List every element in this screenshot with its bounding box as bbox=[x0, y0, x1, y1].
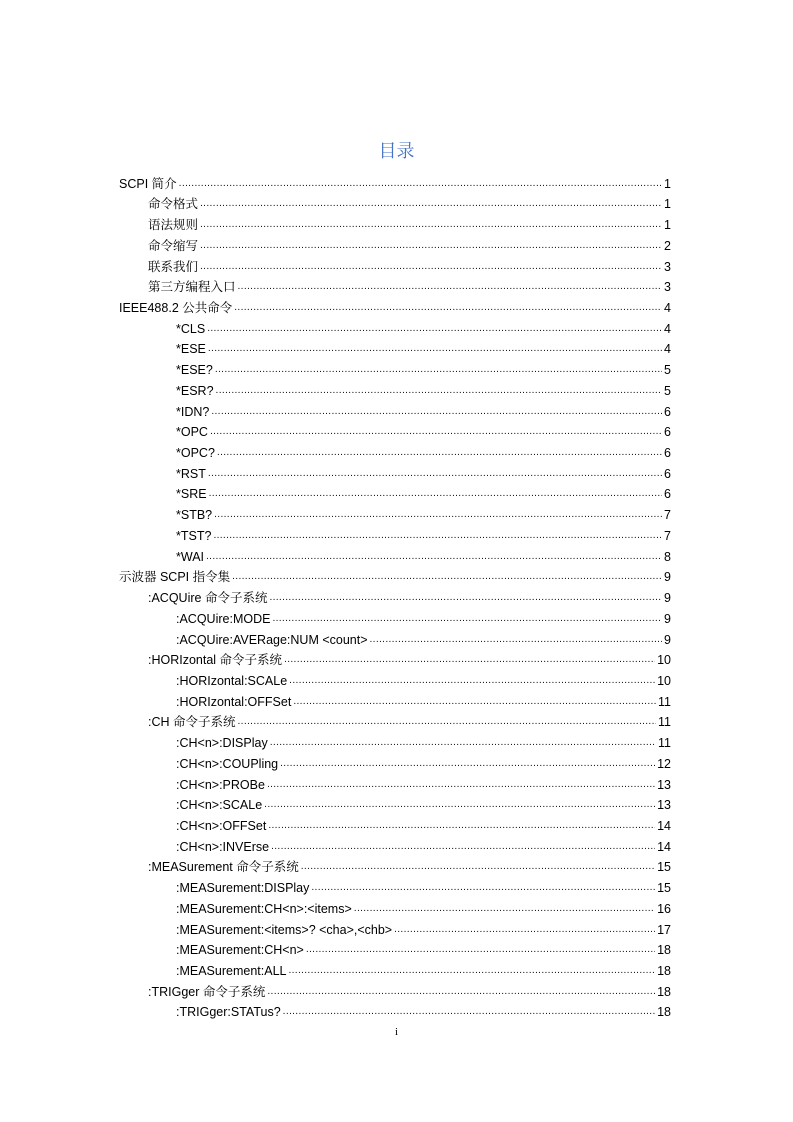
toc-entry[interactable] bbox=[148, 212, 671, 233]
toc-entry[interactable] bbox=[176, 606, 671, 627]
toc-entry-label: *ESR? bbox=[176, 383, 214, 398]
toc-entry-page: 8 bbox=[664, 549, 671, 564]
toc-entry[interactable] bbox=[176, 875, 671, 896]
toc-leader-dots bbox=[264, 797, 655, 813]
toc-entry[interactable] bbox=[176, 627, 671, 648]
toc-entry-label: IEEE488.2 公共命令 bbox=[119, 301, 233, 315]
toc-entry-page: 17 bbox=[657, 922, 671, 937]
toc-entry-label: SCPI 简介 bbox=[119, 176, 177, 191]
toc-entry[interactable] bbox=[119, 171, 671, 192]
toc-entry-page: 16 bbox=[657, 901, 671, 916]
toc-leader-dots bbox=[206, 549, 662, 565]
toc-leader-dots bbox=[283, 1004, 655, 1020]
toc-leader-dots bbox=[211, 404, 662, 420]
toc-leader-dots bbox=[179, 176, 662, 192]
toc-entry-label: *OPC? bbox=[176, 446, 215, 461]
toc-entry-label: :MEASurement:DISPlay bbox=[176, 881, 310, 896]
toc-entry[interactable] bbox=[176, 689, 671, 710]
toc-entry[interactable] bbox=[176, 668, 671, 689]
toc-entry-page: 14 bbox=[657, 819, 671, 833]
toc-entry-label: *OPC bbox=[176, 425, 208, 440]
toc-entry[interactable] bbox=[176, 834, 671, 855]
toc-entry-label: :HORIzontal:SCALe bbox=[176, 673, 288, 688]
toc-entry-page: 4 bbox=[664, 321, 671, 336]
toc-entry-page: 6 bbox=[664, 487, 671, 502]
toc-entry-label: :TRIGger 命令子系统 bbox=[148, 984, 266, 999]
toc-entry[interactable] bbox=[176, 337, 671, 358]
toc-entry-page: 1 bbox=[664, 176, 671, 191]
toc-entry-label: :MEASurement:ALL bbox=[176, 964, 287, 979]
toc-entry-page: 10 bbox=[657, 673, 671, 688]
toc-entry-label: :MEASurement:CH<n> bbox=[176, 943, 304, 958]
toc-entry[interactable] bbox=[176, 544, 671, 565]
toc-entry[interactable] bbox=[148, 855, 671, 876]
toc-entry-page: 5 bbox=[664, 383, 671, 398]
toc-entry-page: 18 bbox=[657, 1005, 671, 1020]
toc-entry-label: *ESE bbox=[176, 342, 206, 357]
toc-entry[interactable] bbox=[176, 357, 671, 378]
toc-entry-page: 7 bbox=[664, 508, 671, 523]
toc-entry-label: :MEASurement 命令子系统 bbox=[148, 860, 299, 875]
toc-entry-page: 6 bbox=[664, 404, 671, 419]
toc-entry[interactable] bbox=[176, 1000, 671, 1021]
toc-entry[interactable] bbox=[176, 482, 671, 503]
toc-leader-dots bbox=[289, 673, 655, 689]
toc-entry-label: :ACQUire 命令子系统 bbox=[148, 591, 268, 606]
toc-leader-dots bbox=[214, 507, 662, 523]
toc-leader-dots bbox=[232, 569, 662, 585]
toc-entry[interactable] bbox=[176, 730, 671, 751]
toc-entry[interactable] bbox=[176, 917, 671, 938]
toc-entry-label: 语法规则 bbox=[148, 218, 199, 233]
toc-entry[interactable] bbox=[176, 399, 671, 420]
toc-entry-page: 1 bbox=[664, 218, 671, 233]
toc-entry-label: *ESE? bbox=[176, 363, 213, 378]
toc-entry-page: 18 bbox=[657, 943, 671, 958]
toc-entry-label: :CH<n>:COUPling bbox=[176, 756, 279, 771]
toc-entry[interactable] bbox=[176, 523, 671, 544]
toc-entry-page: 12 bbox=[657, 756, 671, 771]
toc-leader-dots bbox=[271, 839, 655, 855]
toc-entry[interactable] bbox=[176, 938, 671, 959]
toc-entry-page: 9 bbox=[664, 591, 671, 606]
toc-entry[interactable] bbox=[148, 979, 671, 1000]
toc-leader-dots bbox=[270, 735, 656, 751]
toc-leader-dots bbox=[370, 632, 663, 648]
toc-entry[interactable] bbox=[176, 420, 671, 441]
page-title: 目录 bbox=[378, 141, 415, 162]
toc-leader-dots bbox=[284, 652, 655, 668]
toc-leader-dots bbox=[207, 321, 662, 337]
page-number: i bbox=[394, 1026, 399, 1038]
toc-entry[interactable] bbox=[119, 295, 671, 316]
toc-leader-dots bbox=[215, 362, 662, 378]
toc-entry-label: :TRIGger:STATus? bbox=[176, 1005, 281, 1020]
toc-entry-page: 18 bbox=[657, 964, 671, 979]
toc-entry-page: 2 bbox=[664, 238, 671, 253]
toc-entry-label: :CH<n>:PROBe bbox=[176, 777, 265, 792]
toc-entry[interactable] bbox=[176, 316, 671, 337]
toc-entry-page: 15 bbox=[657, 860, 671, 875]
toc-leader-dots bbox=[238, 714, 657, 730]
toc-entry-label: 命令缩写 bbox=[148, 238, 199, 253]
toc-entry-page: 7 bbox=[664, 528, 671, 543]
toc-leader-dots bbox=[210, 424, 662, 440]
toc-entry[interactable] bbox=[148, 710, 671, 731]
toc-leader-dots bbox=[267, 984, 655, 1000]
toc-entry[interactable] bbox=[119, 565, 671, 586]
toc-entry[interactable] bbox=[176, 813, 671, 834]
toc-entry-page: 14 bbox=[657, 839, 671, 854]
toc-entry-label: *WAI bbox=[176, 549, 205, 564]
toc-entry-page: 11 bbox=[658, 694, 671, 709]
toc-entry-page: 9 bbox=[664, 570, 671, 585]
toc-entry-page: 15 bbox=[657, 881, 671, 896]
toc-entry-label: :CH<n>:DISPlay bbox=[176, 736, 268, 751]
toc-entry-page: 9 bbox=[664, 611, 671, 626]
toc-entry[interactable] bbox=[176, 503, 671, 524]
toc-entry[interactable] bbox=[176, 772, 671, 793]
toc-entry-page: 11 bbox=[658, 715, 671, 730]
toc-leader-dots bbox=[293, 694, 656, 710]
toc-entry-page: 1 bbox=[664, 197, 671, 212]
toc-entry[interactable] bbox=[176, 440, 671, 461]
toc-leader-dots bbox=[213, 528, 662, 544]
toc-entry-label: :ACQUire:MODE bbox=[176, 611, 271, 626]
toc-entry-label: :HORIzontal 命令子系统 bbox=[148, 653, 283, 668]
toc-entry-page: 13 bbox=[657, 798, 671, 813]
toc-leader-dots bbox=[208, 466, 662, 482]
toc-entry-page: 6 bbox=[664, 425, 671, 440]
toc-entry-label: :CH<n>:OFFSet bbox=[176, 819, 267, 833]
toc-entry-label: 第三方编程入口 bbox=[148, 280, 236, 295]
toc-entry-label: :MEASurement:CH<n>:<items> bbox=[176, 901, 352, 916]
toc-leader-dots bbox=[288, 963, 655, 979]
toc-entry-label: *RST bbox=[176, 466, 206, 481]
toc-leader-dots bbox=[301, 859, 655, 875]
toc-leader-dots bbox=[272, 611, 662, 627]
toc-entry[interactable] bbox=[148, 192, 671, 213]
toc-entry[interactable] bbox=[176, 958, 671, 979]
toc-entry-label: *SRE bbox=[176, 487, 207, 502]
toc-entry-label: *CLS bbox=[176, 321, 206, 336]
toc-entry[interactable] bbox=[148, 275, 671, 296]
toc-leader-dots bbox=[217, 445, 662, 461]
toc-entry[interactable] bbox=[176, 751, 671, 772]
toc-leader-dots bbox=[200, 196, 662, 212]
toc-entry-label: *STB? bbox=[176, 508, 213, 523]
toc-entry[interactable] bbox=[148, 648, 671, 669]
toc-entry[interactable] bbox=[148, 585, 671, 606]
toc-entry-label: :CH<n>:SCALe bbox=[176, 798, 263, 813]
toc-leader-dots bbox=[200, 238, 662, 254]
toc-entry[interactable] bbox=[176, 793, 671, 814]
toc-leader-dots bbox=[209, 486, 662, 502]
toc-entry-page: 18 bbox=[657, 984, 671, 999]
toc-leader-dots bbox=[200, 217, 662, 233]
toc-leader-dots bbox=[268, 818, 655, 834]
toc-leader-dots bbox=[267, 777, 655, 793]
toc-leader-dots bbox=[311, 880, 655, 896]
toc-entry-page: 3 bbox=[664, 259, 671, 274]
toc-entry[interactable] bbox=[176, 461, 671, 482]
toc-entry-page: 11 bbox=[658, 736, 671, 751]
toc-entry-label: :CH<n>:INVErse bbox=[176, 839, 270, 854]
toc-entry-page: 4 bbox=[664, 342, 671, 357]
toc-entry-label: *TST? bbox=[176, 528, 212, 543]
toc-leader-dots bbox=[216, 383, 663, 399]
toc-entry-label: 命令格式 bbox=[148, 197, 199, 212]
toc-entry-page: 6 bbox=[664, 446, 671, 461]
toc-leader-dots bbox=[280, 756, 655, 772]
toc-entry-page: 5 bbox=[664, 363, 671, 378]
toc-entry-page: 4 bbox=[664, 301, 671, 315]
toc-leader-dots bbox=[234, 300, 662, 316]
toc-entry[interactable] bbox=[148, 233, 671, 254]
toc-entry[interactable] bbox=[148, 254, 671, 275]
toc-entry-page: 6 bbox=[664, 466, 671, 481]
toc-entry-label: :CH 命令子系统 bbox=[148, 715, 236, 730]
toc-leader-dots bbox=[200, 259, 662, 275]
toc-entry[interactable] bbox=[176, 896, 671, 917]
toc-entry-label: :HORIzontal:OFFSet bbox=[176, 694, 292, 709]
toc-entry-label: :MEASurement:<items>? <cha>,<chb> bbox=[176, 922, 393, 937]
toc-entry-label: 联系我们 bbox=[148, 259, 199, 274]
toc-leader-dots bbox=[269, 590, 662, 606]
toc-entry-page: 9 bbox=[664, 632, 671, 647]
toc-leader-dots bbox=[238, 279, 663, 295]
toc-entry[interactable] bbox=[176, 378, 671, 399]
toc-entry-page: 10 bbox=[657, 653, 671, 668]
toc-leader-dots bbox=[306, 942, 655, 958]
toc-leader-dots bbox=[208, 341, 662, 357]
toc-entry-label: *IDN? bbox=[176, 404, 210, 419]
toc-entry-label: :ACQUire:AVERage:NUM <count> bbox=[176, 632, 368, 647]
toc-entry-page: 13 bbox=[657, 777, 671, 792]
toc-leader-dots bbox=[354, 901, 655, 917]
toc-entry-page: 3 bbox=[664, 280, 671, 295]
toc-leader-dots bbox=[394, 922, 655, 938]
toc-entry-label: 示波器 SCPI 指令集 bbox=[119, 570, 231, 585]
